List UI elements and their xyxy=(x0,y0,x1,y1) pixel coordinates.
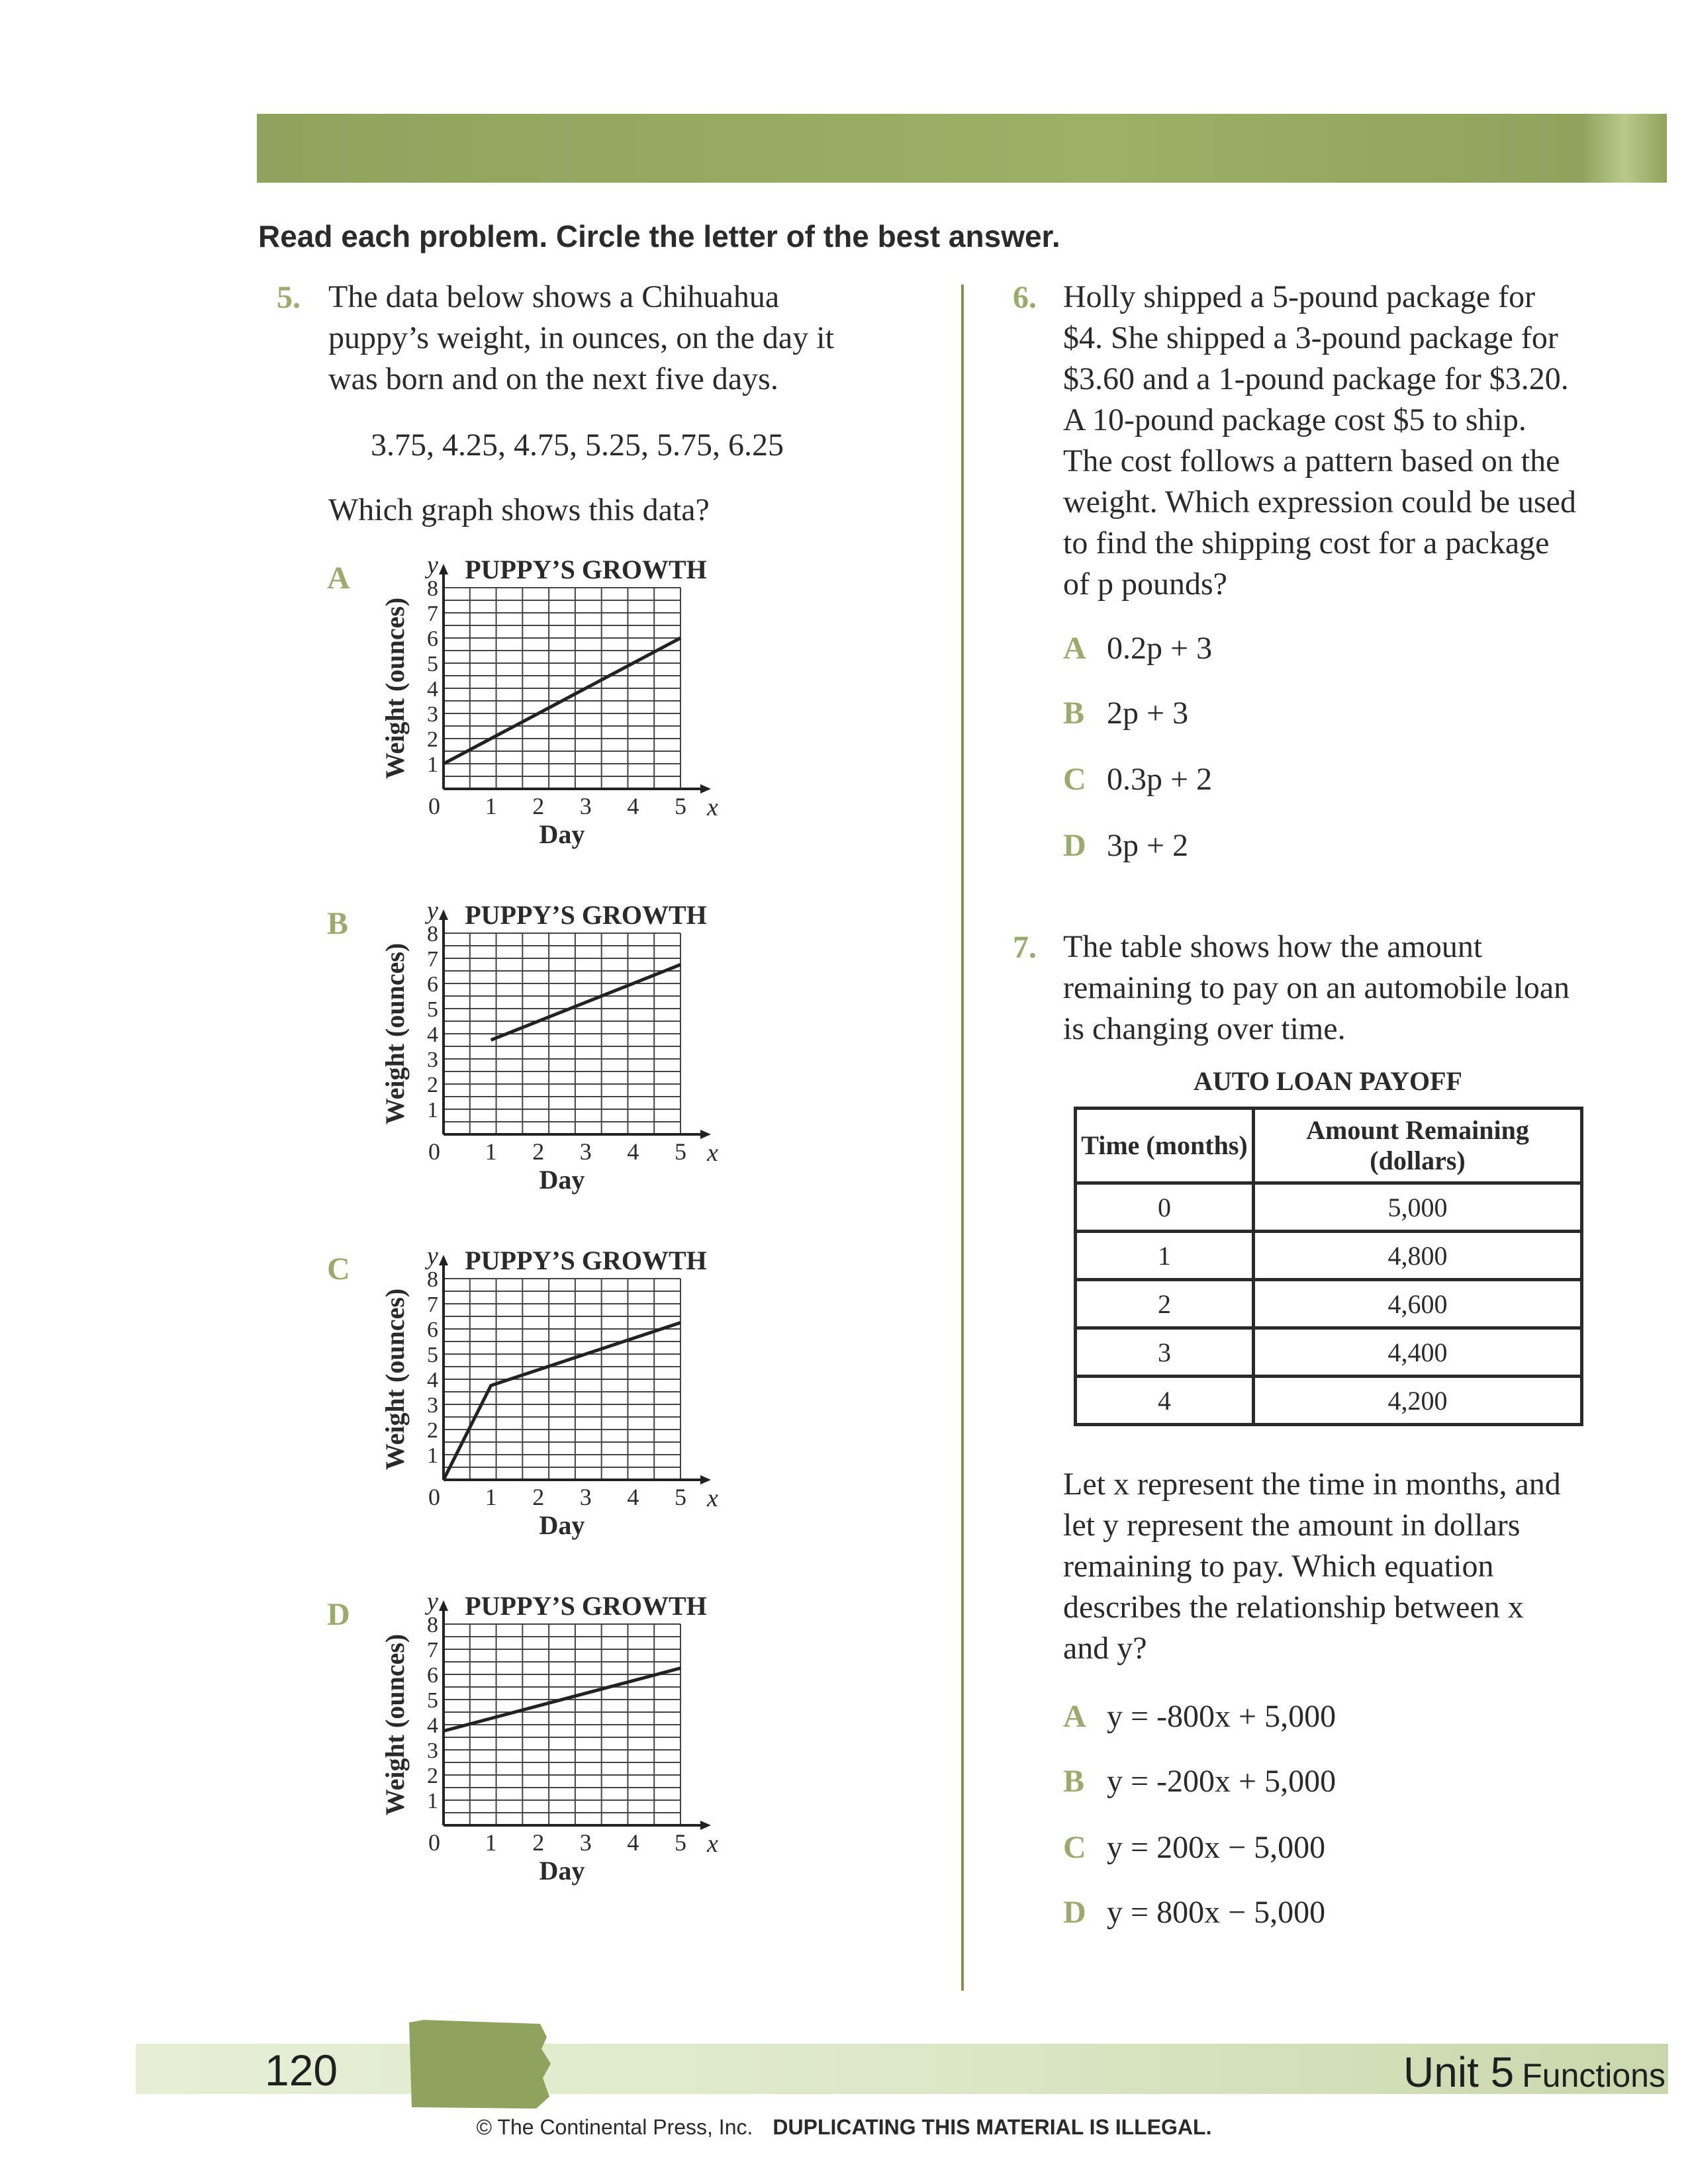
y-tick-label: 5 xyxy=(427,1688,438,1713)
page-number: 120 xyxy=(265,2046,338,2095)
q7-choice-d-text: y = 800x − 5,000 xyxy=(1107,1895,1326,1930)
data-line xyxy=(444,1323,680,1480)
chart-svg xyxy=(367,897,751,1212)
y-tick-label: 2 xyxy=(427,1418,438,1443)
y-tick-label: 3 xyxy=(427,1048,438,1072)
y-tick-label: 2 xyxy=(427,1764,438,1788)
y-tick-label: 6 xyxy=(427,972,438,997)
column-divider xyxy=(961,285,964,1991)
origin-label: 0 xyxy=(428,793,440,819)
question-7-line: remaining to pay on an automobile loan xyxy=(1063,970,1570,1005)
chart-title: PUPPY’S GROWTH xyxy=(465,900,707,930)
table-cell: 5,000 xyxy=(1254,1183,1582,1232)
question-7-number: 7. xyxy=(1013,930,1037,965)
q6-choice-a-letter[interactable]: A xyxy=(1063,631,1086,666)
x-tick-label: 2 xyxy=(532,1484,545,1510)
graph-option-c-letter[interactable]: C xyxy=(327,1251,350,1287)
y-tick-label: 3 xyxy=(427,702,438,727)
x-tick-label: 3 xyxy=(579,1484,592,1510)
y-tick-label: 7 xyxy=(427,1293,438,1317)
origin-label: 0 xyxy=(428,1138,440,1165)
origin-label: 0 xyxy=(428,1484,440,1510)
state-outline-icon xyxy=(404,2017,556,2111)
x-axis-label: Day xyxy=(539,819,585,849)
question-6-line: weight. Which expression could be used xyxy=(1063,484,1576,520)
x-tick-label: 4 xyxy=(627,1138,639,1165)
y-tick-label: 6 xyxy=(427,627,438,651)
x-axis-arrow-icon xyxy=(700,1475,711,1484)
q7-choice-a-letter[interactable]: A xyxy=(1063,1699,1086,1734)
y-tick-label: 5 xyxy=(427,1343,438,1367)
y-tick-label: 8 xyxy=(427,1267,438,1292)
chart-title: PUPPY’S GROWTH xyxy=(465,1591,707,1621)
y-axis-label: Weight (ounces) xyxy=(380,597,410,780)
x-tick-label: 4 xyxy=(627,793,639,819)
x-tick-label: 2 xyxy=(532,793,545,819)
graph-c xyxy=(367,1242,751,1558)
y-axis-letter: y xyxy=(427,1588,438,1615)
question-7-line: and y? xyxy=(1063,1631,1147,1666)
question-5-line: The data below shows a Chihuahua xyxy=(328,279,780,314)
x-tick-label: 5 xyxy=(675,1484,686,1510)
y-tick-label: 1 xyxy=(427,1443,438,1468)
graph-option-a-letter[interactable]: A xyxy=(327,561,350,596)
chart-svg xyxy=(367,1588,751,1903)
table-cell: 0 xyxy=(1076,1183,1254,1232)
x-tick-label: 3 xyxy=(579,793,592,819)
table-cell: 4,800 xyxy=(1254,1232,1582,1280)
graph-option-b-letter[interactable]: B xyxy=(327,906,349,941)
x-tick-label: 3 xyxy=(579,1829,592,1856)
q6-choice-a-text: 0.2p + 3 xyxy=(1107,631,1213,666)
x-axis-label: Day xyxy=(539,1856,585,1886)
x-axis-label: Day xyxy=(539,1510,585,1540)
y-tick-label: 5 xyxy=(427,997,438,1022)
question-5-number: 5. xyxy=(277,280,301,315)
y-tick-label: 1 xyxy=(427,752,438,777)
x-tick-label: 5 xyxy=(675,1138,686,1165)
y-axis-arrow-icon xyxy=(439,1600,448,1611)
chart-svg xyxy=(367,551,751,867)
table-header-row xyxy=(1076,1109,1582,1183)
table-row xyxy=(1076,1377,1582,1425)
y-axis-arrow-icon xyxy=(439,1255,448,1265)
y-axis-label: Weight (ounces) xyxy=(380,1288,410,1471)
copy-warning: DUPLICATING THIS MATERIAL IS ILLEGAL. xyxy=(773,2115,1212,2139)
y-axis-letter: y xyxy=(427,1242,438,1270)
y-tick-label: 1 xyxy=(427,1789,438,1813)
x-tick-label: 4 xyxy=(627,1829,639,1856)
y-axis-letter: y xyxy=(427,551,438,579)
table-row xyxy=(1076,1280,1582,1328)
y-tick-label: 3 xyxy=(427,1393,438,1418)
question-6-number: 6. xyxy=(1013,280,1037,315)
y-tick-label: 1 xyxy=(427,1098,438,1122)
table-row xyxy=(1076,1328,1582,1377)
chart-title: PUPPY’S GROWTH xyxy=(465,1246,707,1275)
q6-choice-d-letter[interactable]: D xyxy=(1063,828,1086,863)
y-tick-label: 8 xyxy=(427,576,438,601)
unit-name: Functions xyxy=(1522,2057,1665,2094)
y-axis-arrow-icon xyxy=(439,909,448,920)
question-6-line: Holly shipped a 5-pound package for xyxy=(1063,279,1536,314)
question-6-line: of p pounds? xyxy=(1063,567,1227,602)
question-5-text xyxy=(328,277,937,400)
x-tick-label: 1 xyxy=(485,1829,497,1856)
table-row xyxy=(1076,1232,1582,1280)
y-tick-label: 7 xyxy=(427,1638,438,1662)
table-header-amount: Amount Remaining (dollars) xyxy=(1254,1109,1582,1183)
y-tick-label: 3 xyxy=(427,1739,438,1763)
y-axis-label: Weight (ounces) xyxy=(380,1633,410,1816)
table-cell: 3 xyxy=(1076,1328,1254,1377)
data-line xyxy=(491,965,680,1040)
question-7-line: Let x represent the time in months, and xyxy=(1063,1467,1561,1502)
question-7-line: The table shows how the amount xyxy=(1063,929,1483,964)
header-band xyxy=(257,114,1667,183)
y-tick-label: 8 xyxy=(427,1613,438,1637)
q6-choice-c-text: 0.3p + 2 xyxy=(1107,762,1213,797)
x-tick-label: 2 xyxy=(532,1138,545,1165)
q7-choice-a-text: y = -800x + 5,000 xyxy=(1107,1699,1336,1734)
table-cell: 4,200 xyxy=(1254,1377,1582,1425)
x-tick-label: 5 xyxy=(675,793,686,819)
question-6-text xyxy=(1063,277,1672,605)
question-5-data: 3.75, 4.25, 4.75, 5.25, 5.75, 6.25 xyxy=(371,428,784,463)
question-5-line: was born and on the next five days. xyxy=(328,361,778,396)
footer-text xyxy=(0,2115,1688,2140)
graph-a xyxy=(367,551,751,867)
copyright: © The Continental Press, Inc. xyxy=(476,2115,753,2139)
question-6-line: to find the shipping cost for a package xyxy=(1063,525,1550,561)
x-axis-label: Day xyxy=(539,1165,585,1195)
y-tick-label: 4 xyxy=(427,1368,438,1392)
q6-choice-b-letter[interactable]: B xyxy=(1063,696,1085,731)
y-axis-letter: y xyxy=(427,897,438,925)
question-5-line: puppy’s weight, in ounces, on the day it xyxy=(328,320,834,355)
y-tick-label: 6 xyxy=(427,1318,438,1342)
y-tick-label: 7 xyxy=(427,602,438,626)
question-7-text-2 xyxy=(1063,1464,1672,1669)
y-tick-label: 2 xyxy=(427,1073,438,1097)
question-7-line: remaining to pay. Which equation xyxy=(1063,1549,1494,1584)
y-tick-label: 4 xyxy=(427,1023,438,1047)
table-cell: 4,600 xyxy=(1254,1280,1582,1328)
unit-number: Unit 5 xyxy=(1403,2048,1515,2096)
y-tick-label: 4 xyxy=(427,677,438,702)
x-axis-letter: x xyxy=(707,1830,718,1858)
table-cell: 4 xyxy=(1076,1377,1254,1425)
question-6-line: $4. She shipped a 3-pound package for xyxy=(1063,320,1558,355)
graph-d xyxy=(367,1588,751,1903)
x-axis-letter: x xyxy=(707,1139,718,1167)
table-cell: 1 xyxy=(1076,1232,1254,1280)
chart-title: PUPPY’S GROWTH xyxy=(465,555,707,584)
table-row xyxy=(1076,1183,1582,1232)
x-tick-label: 1 xyxy=(485,793,497,819)
question-6-line: A 10-pound package cost $5 to ship. xyxy=(1063,402,1526,437)
x-axis-arrow-icon xyxy=(700,784,711,794)
x-tick-label: 4 xyxy=(627,1484,639,1510)
question-6-line: $3.60 and a 1-pound package for $3.20. xyxy=(1063,361,1569,396)
q7-choice-b-letter[interactable]: B xyxy=(1063,1764,1085,1799)
table-cell: 4,400 xyxy=(1254,1328,1582,1377)
table-header-time: Time (months) xyxy=(1076,1109,1254,1183)
question-6-line: The cost follows a pattern based on the xyxy=(1063,443,1560,478)
q6-choice-c-letter[interactable]: C xyxy=(1063,762,1086,797)
instructions: Read each problem. Circle the letter of the best answer. xyxy=(258,219,1060,253)
table-title: AUTO LOAN PAYOFF xyxy=(1194,1066,1462,1096)
y-tick-label: 7 xyxy=(427,947,438,972)
y-tick-label: 4 xyxy=(427,1713,438,1738)
y-tick-label: 6 xyxy=(427,1663,438,1688)
q7-choice-c-letter[interactable]: C xyxy=(1063,1830,1086,1865)
x-axis-arrow-icon xyxy=(700,1821,711,1830)
chart-svg xyxy=(367,1242,751,1558)
y-tick-label: 2 xyxy=(427,727,438,752)
auto-loan-table xyxy=(1074,1107,1583,1426)
question-7-line: is changing over time. xyxy=(1063,1011,1346,1046)
q7-choice-b-text: y = -200x + 5,000 xyxy=(1107,1764,1336,1799)
x-axis-arrow-icon xyxy=(700,1130,711,1139)
y-axis-arrow-icon xyxy=(439,564,448,574)
q6-choice-d-text: 3p + 2 xyxy=(1107,828,1189,863)
origin-label: 0 xyxy=(428,1829,440,1856)
unit-label xyxy=(1403,2048,1665,2097)
graph-b xyxy=(367,897,751,1212)
question-7-line: let y represent the amount in dollars xyxy=(1063,1508,1521,1543)
graph-option-d-letter[interactable]: D xyxy=(327,1597,350,1632)
q7-choice-c-text: y = 200x − 5,000 xyxy=(1107,1830,1326,1865)
question-7-text xyxy=(1063,927,1672,1050)
x-axis-letter: x xyxy=(707,794,718,821)
question-7-line: describes the relationship between x xyxy=(1063,1590,1524,1625)
x-tick-label: 2 xyxy=(532,1829,545,1856)
x-axis-letter: x xyxy=(707,1484,718,1512)
y-axis-label: Weight (ounces) xyxy=(380,942,410,1125)
question-5-prompt: Which graph shows this data? xyxy=(328,492,710,527)
q6-choice-b-text: 2p + 3 xyxy=(1107,696,1189,731)
q7-choice-d-letter[interactable]: D xyxy=(1063,1895,1086,1930)
table-cell: 2 xyxy=(1076,1280,1254,1328)
x-tick-label: 1 xyxy=(485,1484,497,1510)
x-tick-label: 5 xyxy=(675,1829,686,1856)
x-tick-label: 3 xyxy=(579,1138,592,1165)
x-tick-label: 1 xyxy=(485,1138,497,1165)
y-tick-label: 8 xyxy=(427,922,438,946)
y-tick-label: 5 xyxy=(427,652,438,676)
